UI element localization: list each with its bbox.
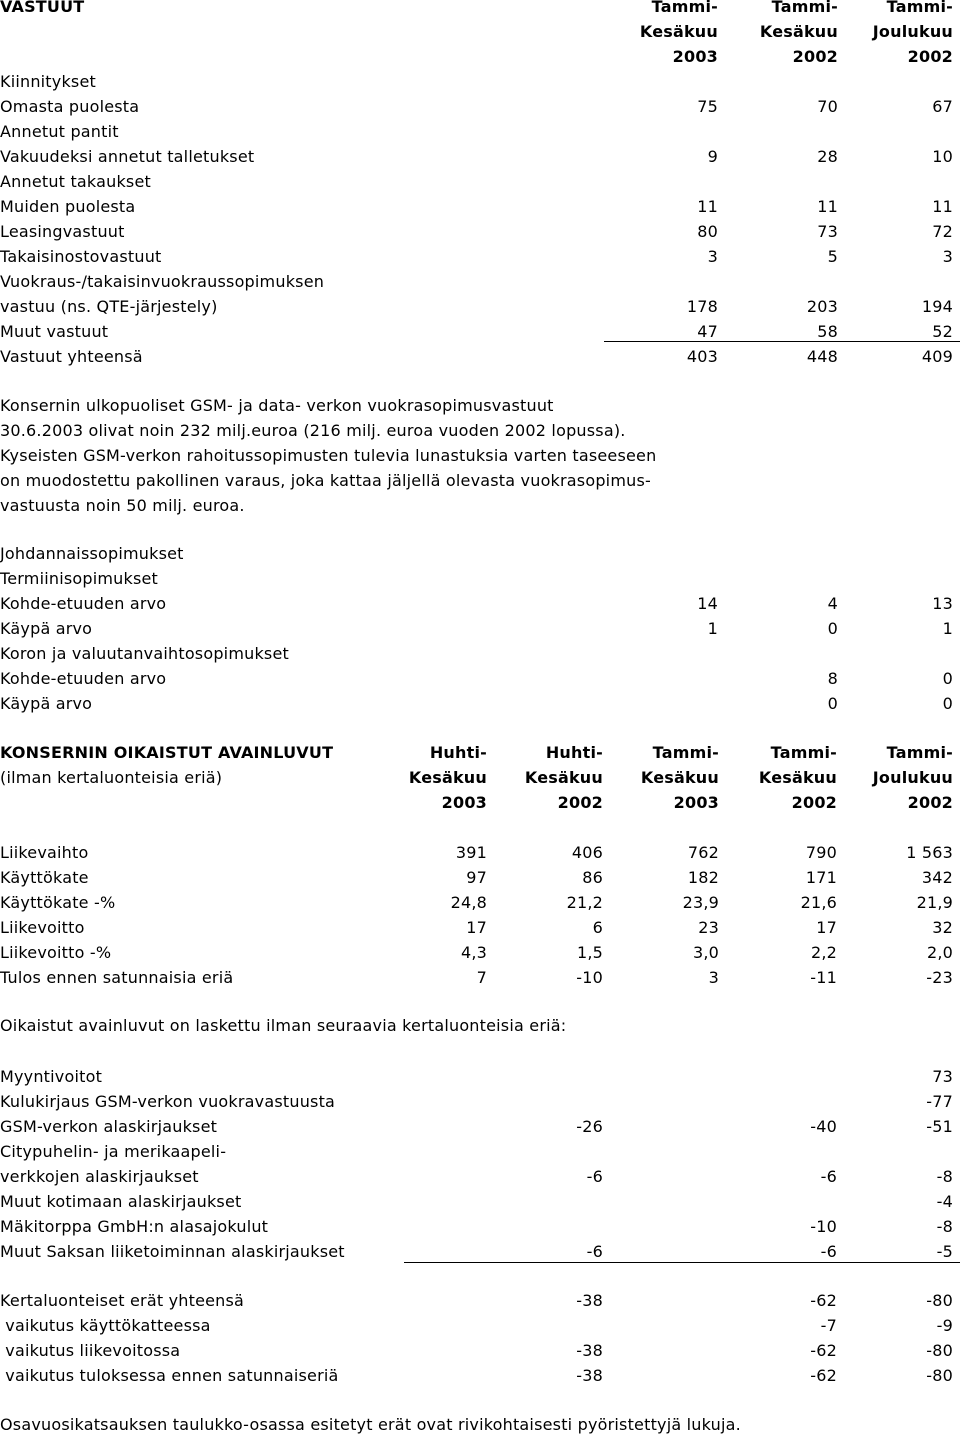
row-label: Kohde-etuuden arvo <box>0 594 167 613</box>
column-header: Kesäkuu <box>640 768 719 787</box>
table-row <box>0 169 960 194</box>
note-line: Konsernin ulkopuoliset GSM- ja data- verkon vuokrasopimusvastuut <box>0 396 554 415</box>
cell-value: 23 <box>698 918 719 937</box>
cell-value: 403 <box>686 347 718 366</box>
cell-value: 4 <box>827 594 838 613</box>
cell-value: 203 <box>806 297 838 316</box>
cell-value: -6 <box>586 1167 603 1186</box>
cell-value: 73 <box>817 222 838 241</box>
row-label: Käypä arvo <box>0 694 93 713</box>
cell-value: 8 <box>827 669 838 688</box>
cell-value: -8 <box>936 1217 953 1236</box>
table-row <box>0 890 960 915</box>
cell-value: 2,0 <box>926 943 953 962</box>
row-label: Annetut takaukset <box>0 172 151 191</box>
cell-value: 1 <box>942 619 953 638</box>
row-label: Vuokraus-/takaisinvuokraussopimuksen <box>0 272 325 291</box>
column-header: Joulukuu <box>872 22 953 41</box>
row-label: vaikutus liikevoitossa <box>0 1341 181 1360</box>
table-row <box>0 1313 960 1338</box>
cell-value: -77 <box>926 1092 953 1111</box>
cell-value: 406 <box>571 843 603 862</box>
cell-value: 0 <box>827 619 838 638</box>
cell-value: -9 <box>936 1316 953 1335</box>
table-row <box>0 69 960 94</box>
cell-value: 5 <box>827 247 838 266</box>
table-row <box>0 591 960 616</box>
cell-value: 391 <box>455 843 487 862</box>
header-row <box>0 44 960 69</box>
table-row <box>0 1189 960 1214</box>
cell-value: 4,3 <box>460 943 487 962</box>
cell-value: -26 <box>576 1117 603 1136</box>
column-header: Kesäkuu <box>759 22 838 41</box>
row-label: Omasta puolesta <box>0 97 140 116</box>
table-row <box>0 244 960 269</box>
cell-value: 21,9 <box>916 893 953 912</box>
table-row <box>0 616 960 641</box>
row-label: Kohde-etuuden arvo <box>0 669 167 688</box>
cell-value: 11 <box>817 197 838 216</box>
cell-value: 73 <box>932 1067 953 1086</box>
cell-value: 182 <box>687 868 719 887</box>
header-row <box>0 790 960 815</box>
cell-value: 47 <box>697 322 718 341</box>
row-label: Muut kotimaan alaskirjaukset <box>0 1192 242 1211</box>
cell-value: 13 <box>932 594 953 613</box>
cell-value: 11 <box>697 197 718 216</box>
cell-value: 14 <box>697 594 718 613</box>
cell-value: -10 <box>810 1217 837 1236</box>
cell-value: 75 <box>697 97 718 116</box>
cell-value: -6 <box>820 1242 837 1261</box>
table-row <box>0 1064 960 1089</box>
table-row <box>0 840 960 865</box>
table-row <box>0 1363 960 1388</box>
header-row <box>0 765 960 790</box>
cell-value: 72 <box>932 222 953 241</box>
total-rule <box>604 341 960 342</box>
cell-value: -38 <box>576 1366 603 1385</box>
cell-value: 342 <box>921 868 953 887</box>
cell-value: -38 <box>576 1341 603 1360</box>
cell-value: 23,9 <box>682 893 719 912</box>
row-label: GSM-verkon alaskirjaukset <box>0 1117 218 1136</box>
table-row <box>0 865 960 890</box>
cell-value: 28 <box>817 147 838 166</box>
cell-value: -80 <box>926 1291 953 1310</box>
column-header: 2002 <box>792 47 838 66</box>
cell-value: 10 <box>932 147 953 166</box>
cell-value: -80 <box>926 1366 953 1385</box>
cell-value: -80 <box>926 1341 953 1360</box>
note-line: Kyseisten GSM-verkon rahoitussopimusten tulevia lunastuksia varten taseeseen <box>0 446 657 465</box>
row-label: Muut Saksan liiketoiminnan alaskirjaukset <box>0 1242 345 1261</box>
cell-value: 97 <box>466 868 487 887</box>
row-label: Leasingvastuut <box>0 222 125 241</box>
cell-value: 3 <box>707 247 718 266</box>
cell-value: 32 <box>932 918 953 937</box>
cell-value: 2,2 <box>810 943 837 962</box>
cell-value: 3 <box>708 968 719 987</box>
cell-value: 790 <box>805 843 837 862</box>
row-label: Kertaluonteiset erät yhteensä <box>0 1291 245 1310</box>
row-label: vastuu (ns. QTE-järjestely) <box>0 297 218 316</box>
cell-value: 80 <box>697 222 718 241</box>
cell-value: 24,8 <box>450 893 487 912</box>
table-row <box>0 965 960 990</box>
row-label: Muut vastuut <box>0 322 109 341</box>
table-row <box>0 1214 960 1239</box>
table-row <box>0 1338 960 1363</box>
key-figures-title: KONSERNIN OIKAISTUT AVAINLUVUT <box>0 743 334 762</box>
cell-value: -62 <box>810 1341 837 1360</box>
column-header: Kesäkuu <box>524 768 603 787</box>
key-figures-subtitle: (ilman kertaluonteisia eriä) <box>0 768 223 787</box>
cell-value: 86 <box>582 868 603 887</box>
header-row <box>0 19 960 44</box>
cell-value: 178 <box>686 297 718 316</box>
column-header: 2002 <box>907 47 953 66</box>
cell-value: 3 <box>942 247 953 266</box>
column-header: Tammi- <box>886 0 953 16</box>
table-row <box>0 641 960 666</box>
cell-value: 70 <box>817 97 838 116</box>
cell-value: 58 <box>817 322 838 341</box>
row-label: vaikutus käyttökatteessa <box>0 1316 211 1335</box>
column-header: Tammi- <box>770 743 837 762</box>
row-label: Liikevaihto <box>0 843 89 862</box>
row-label: Tulos ennen satunnaisia eriä <box>0 968 234 987</box>
row-label: Koron ja valuutanvaihtosopimukset <box>0 644 289 663</box>
cell-value: 21,6 <box>800 893 837 912</box>
column-header: Joulukuu <box>872 768 953 787</box>
column-header: 2002 <box>907 793 953 812</box>
column-header: 2002 <box>557 793 603 812</box>
table-row <box>0 344 960 369</box>
table-row <box>0 1239 960 1264</box>
cell-value: 171 <box>805 868 837 887</box>
adjustments-rule <box>404 1262 960 1263</box>
cell-value: 3,0 <box>692 943 719 962</box>
cell-value: 0 <box>942 669 953 688</box>
cell-value: 11 <box>932 197 953 216</box>
row-label: Mäkitorppa GmbH:n alasajokulut <box>0 1217 269 1236</box>
column-header: Tammi- <box>886 743 953 762</box>
table-row <box>0 119 960 144</box>
table-row <box>0 691 960 716</box>
column-header: Tammi- <box>771 0 838 16</box>
row-label: Kulukirjaus GSM-verkon vuokravastuusta <box>0 1092 336 1111</box>
cell-value: -6 <box>820 1167 837 1186</box>
cell-value: -4 <box>936 1192 953 1211</box>
cell-value: 1 563 <box>906 843 953 862</box>
column-header: Huhti- <box>429 743 487 762</box>
vastuut-title: VASTUUT <box>0 0 85 16</box>
header-row <box>0 740 960 765</box>
row-label: Johdannaissopimukset <box>0 544 184 563</box>
cell-value: -7 <box>820 1316 837 1335</box>
column-header: Tammi- <box>652 743 719 762</box>
row-label: Liikevoitto -% <box>0 943 112 962</box>
table-row <box>0 566 960 591</box>
row-label: verkkojen alaskirjaukset <box>0 1167 199 1186</box>
cell-value: 1 <box>707 619 718 638</box>
cell-value: -40 <box>810 1117 837 1136</box>
cell-value: -6 <box>586 1242 603 1261</box>
table-row <box>0 1288 960 1313</box>
row-label: Vakuudeksi annetut talletukset <box>0 147 255 166</box>
cell-value: 409 <box>921 347 953 366</box>
cell-value: -51 <box>926 1117 953 1136</box>
table-row <box>0 294 960 319</box>
column-header: Kesäkuu <box>758 768 837 787</box>
table-row <box>0 269 960 294</box>
table-row <box>0 94 960 119</box>
row-label: Annetut pantit <box>0 122 119 141</box>
cell-value: 67 <box>932 97 953 116</box>
table-row <box>0 194 960 219</box>
adjustments-intro: Oikaistut avainluvut on laskettu ilman seuraavia kertaluonteisia eriä: <box>0 1016 567 1035</box>
cell-value: 194 <box>921 297 953 316</box>
table-row <box>0 915 960 940</box>
column-header: Kesäkuu <box>408 768 487 787</box>
row-label: Käypä arvo <box>0 619 93 638</box>
note-line: on muodostettu pakollinen varaus, joka kattaa jäljellä olevasta vuokrasopimus- <box>0 471 651 490</box>
cell-value: 0 <box>942 694 953 713</box>
row-label: Citypuhelin- ja merikaapeli- <box>0 1142 227 1161</box>
column-header: 2003 <box>672 47 718 66</box>
table-row <box>0 1089 960 1114</box>
row-label: Liikevoitto <box>0 918 85 937</box>
cell-value: 17 <box>466 918 487 937</box>
column-header: 2003 <box>673 793 719 812</box>
cell-value: 9 <box>707 147 718 166</box>
column-header: 2003 <box>441 793 487 812</box>
cell-value: 6 <box>592 918 603 937</box>
row-label: Takaisinostovastuut <box>0 247 162 266</box>
row-label: Muiden puolesta <box>0 197 136 216</box>
cell-value: -8 <box>936 1167 953 1186</box>
row-label: Käyttökate <box>0 868 89 887</box>
cell-value: -23 <box>926 968 953 987</box>
column-header: 2002 <box>791 793 837 812</box>
table-row <box>0 1114 960 1139</box>
cell-value: 0 <box>827 694 838 713</box>
cell-value: -62 <box>810 1366 837 1385</box>
cell-value: 1,5 <box>576 943 603 962</box>
cell-value: -62 <box>810 1291 837 1310</box>
table-row <box>0 666 960 691</box>
row-label: vaikutus tuloksessa ennen satunnaiseriä <box>0 1366 339 1385</box>
header-row <box>0 0 960 19</box>
table-row <box>0 144 960 169</box>
column-header: Tammi- <box>651 0 718 16</box>
table-row <box>0 1139 960 1164</box>
row-label: Termiinisopimukset <box>0 569 159 588</box>
cell-value: -10 <box>576 968 603 987</box>
cell-value: 52 <box>932 322 953 341</box>
note-line: 30.6.2003 olivat noin 232 milj.euroa (216 milj. euroa vuoden 2002 lopussa). <box>0 421 626 440</box>
row-label: Kiinnitykset <box>0 72 96 91</box>
column-header: Huhti- <box>545 743 603 762</box>
note-line: vastuusta noin 50 milj. euroa. <box>0 496 245 515</box>
cell-value: -38 <box>576 1291 603 1310</box>
cell-value: 17 <box>816 918 837 937</box>
table-row <box>0 1164 960 1189</box>
cell-value: 21,2 <box>566 893 603 912</box>
cell-value: 448 <box>806 347 838 366</box>
table-row <box>0 541 960 566</box>
row-label: Käyttökate -% <box>0 893 116 912</box>
column-header: Kesäkuu <box>639 22 718 41</box>
table-row <box>0 940 960 965</box>
cell-value: -11 <box>810 968 837 987</box>
row-label: Myyntivoitot <box>0 1067 103 1086</box>
row-label: Vastuut yhteensä <box>0 347 143 366</box>
cell-value: -5 <box>936 1242 953 1261</box>
cell-value: 762 <box>687 843 719 862</box>
footer-note: Osavuosikatsauksen taulukko-osassa esitetyt erät ovat rivikohtaisesti pyöristettyjä lukuja. <box>0 1415 741 1434</box>
cell-value: 7 <box>476 968 487 987</box>
table-row <box>0 219 960 244</box>
